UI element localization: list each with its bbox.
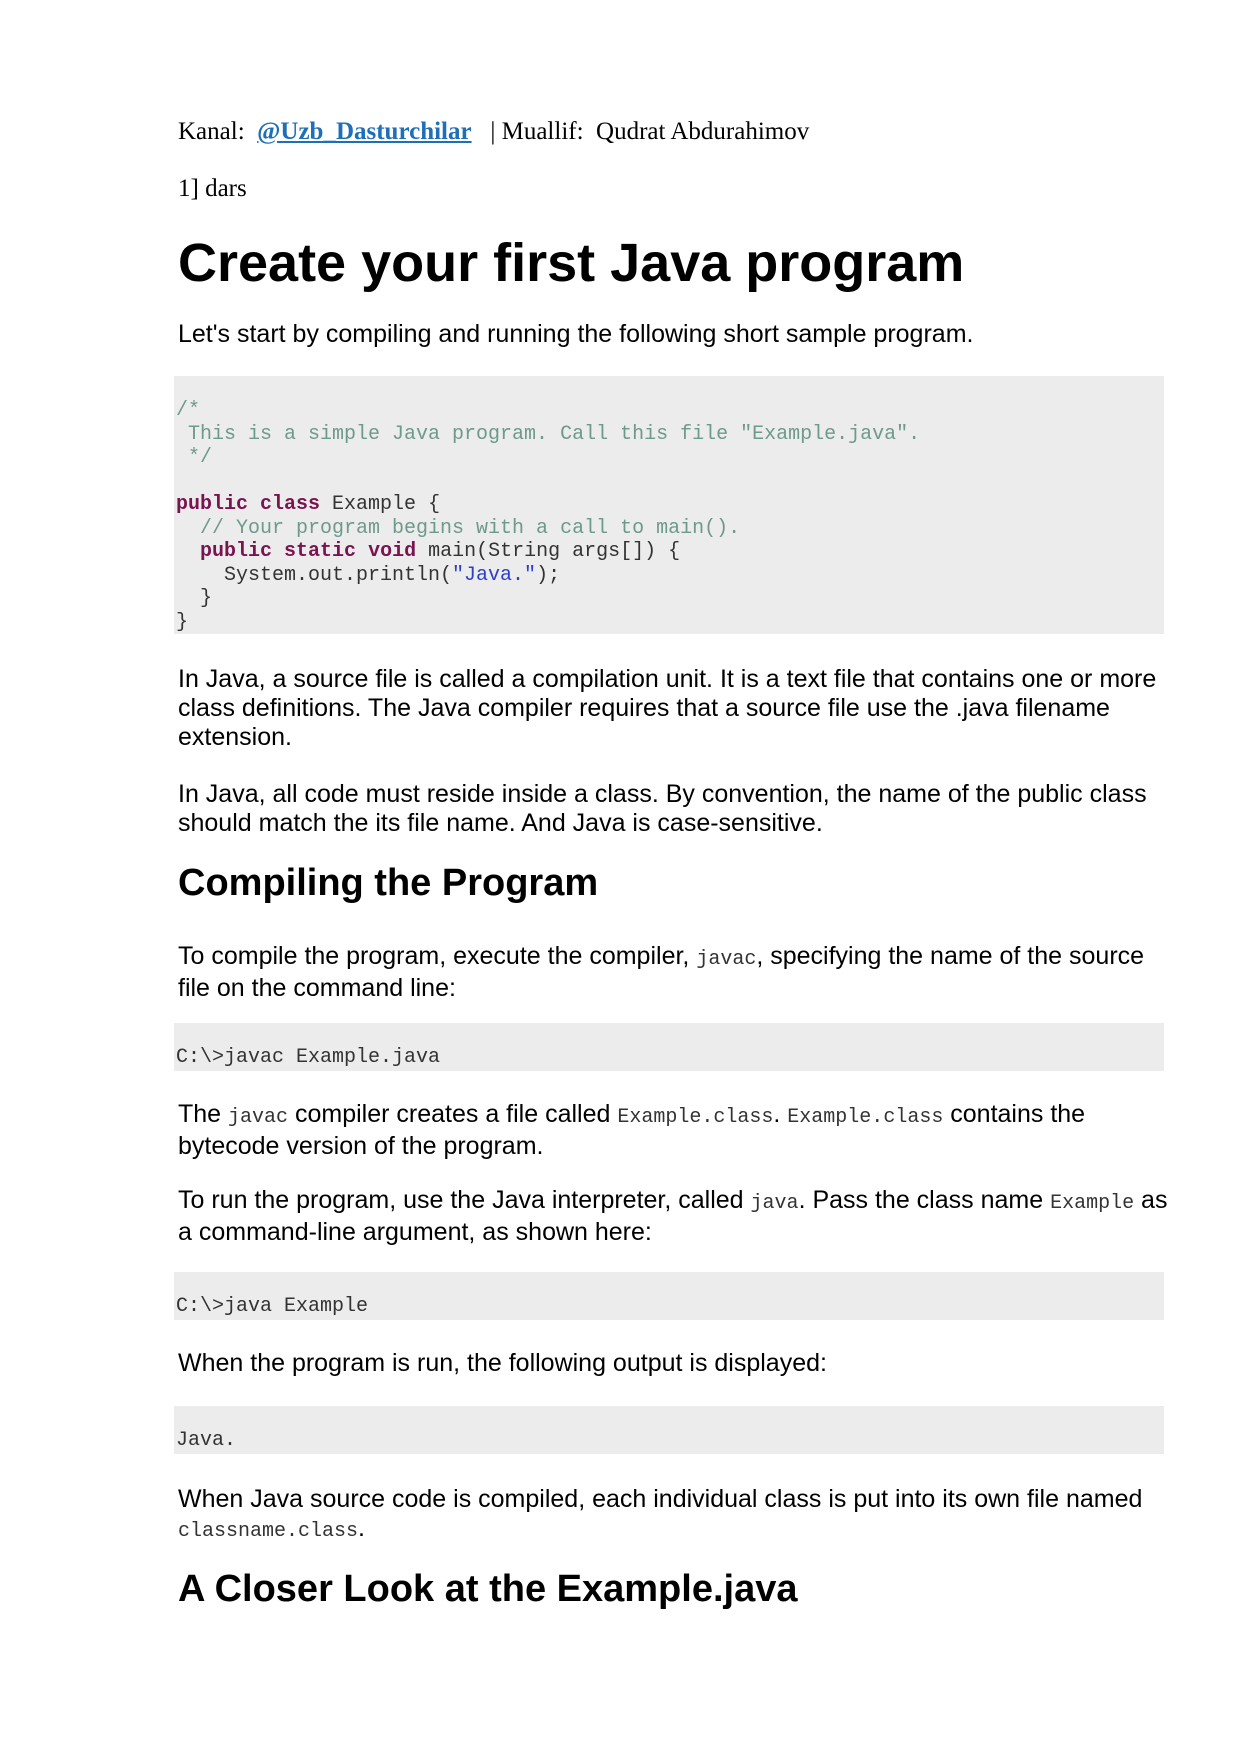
run-text-3: as a command-line argument, as shown here:	[178, 1186, 1168, 1246]
kanal-label: Kanal:	[178, 118, 245, 145]
javac-text-2: compiler creates a file called	[288, 1100, 618, 1128]
code-inner-comment: // Your program begins with a call to main().	[176, 516, 741, 540]
inline-code-example: Example	[1050, 1192, 1135, 1215]
run-text-1: To run the program, use the Java interpreter, called	[178, 1186, 751, 1214]
inline-code-java: java	[750, 1192, 799, 1215]
inline-code-javac: javac	[696, 948, 757, 971]
run-paragraph	[178, 1186, 1168, 1247]
inline-code-javac-2: javac	[228, 1106, 289, 1129]
class-convention-paragraph: In Java, all code must reside inside a class. By convention, the name of the public class should match the its file name. And Java is case-sensitive.	[178, 780, 1147, 837]
code-println-post: );	[536, 563, 561, 587]
inline-code-example-class-2: Example.class	[787, 1106, 944, 1129]
intro-paragraph: Let's start by compiling and running the following short sample program.	[178, 320, 974, 348]
code-string-literal: "Java."	[452, 563, 537, 587]
code-keyword-void: void	[368, 540, 417, 563]
code-block-output	[174, 1406, 1164, 1454]
inline-code-classname: classname.class	[178, 1520, 359, 1543]
compile-text-pre: To compile the program, execute the compiler,	[178, 942, 697, 970]
javac-text-3: .	[773, 1100, 788, 1128]
code-close-outer: }	[176, 610, 189, 634]
code-keyword-class: class	[260, 493, 321, 516]
code-keyword-public-2: public	[200, 540, 273, 563]
closer-look-heading: A Closer Look at the Example.java	[178, 1568, 798, 1610]
inline-code-example-class: Example.class	[617, 1106, 774, 1129]
output-intro-paragraph: When the program is run, the following output is displayed:	[178, 1349, 827, 1377]
code-keyword-public: public	[176, 493, 249, 516]
compiled-paragraph	[178, 1485, 1168, 1546]
program-output: Java.	[176, 1429, 237, 1452]
compiling-heading: Compiling the Program	[178, 862, 599, 904]
javac-command: C:\>javac Example.java	[176, 1046, 441, 1069]
code-keyword-static: static	[284, 540, 357, 563]
code-main-signature: main(String args[]) {	[416, 540, 681, 563]
code-class-decl: Example {	[320, 493, 441, 516]
compile-paragraph	[178, 942, 1168, 1003]
code-block-example	[174, 376, 1164, 634]
java-command: C:\>java Example	[176, 1295, 369, 1318]
page-title: Create your first Java program	[178, 233, 965, 293]
code-comment-close: */	[176, 446, 213, 469]
javac-text-4: contains the bytecode version of the program.	[178, 1100, 1086, 1160]
compile-text-post: , specifying the name of the source file on the command line:	[178, 942, 1145, 1002]
code-comment-body: This is a simple Java program. Call this file "Example.java".	[176, 422, 921, 446]
code-close-inner: }	[176, 587, 213, 610]
javac-text-1: The	[178, 1100, 229, 1128]
author-separator: | Muallif:	[490, 118, 584, 145]
run-text-2: . Pass the class name	[798, 1186, 1051, 1214]
javac-result-paragraph	[178, 1100, 1168, 1161]
channel-header	[178, 118, 809, 146]
code-comment-open: /*	[176, 399, 201, 422]
author-name: Qudrat Abdurahimov	[596, 118, 810, 145]
compiled-text-1: When Java source code is compiled, each individual class is put into its own file named	[178, 1485, 1143, 1513]
lesson-number: 1] dars	[178, 175, 247, 202]
compilation-unit-paragraph: In Java, a source file is called a compilation unit. It is a text file that contains one or more class definitions. The Java compiler requires that a source file use the .java filename extension.	[178, 665, 1157, 751]
channel-link[interactable]: @Uzb_Dasturchilar	[257, 118, 472, 145]
code-block-javac	[174, 1023, 1164, 1071]
code-block-java	[174, 1272, 1164, 1320]
compiled-text-2: .	[358, 1514, 365, 1542]
code-println-pre: System.out.println(	[176, 563, 453, 587]
